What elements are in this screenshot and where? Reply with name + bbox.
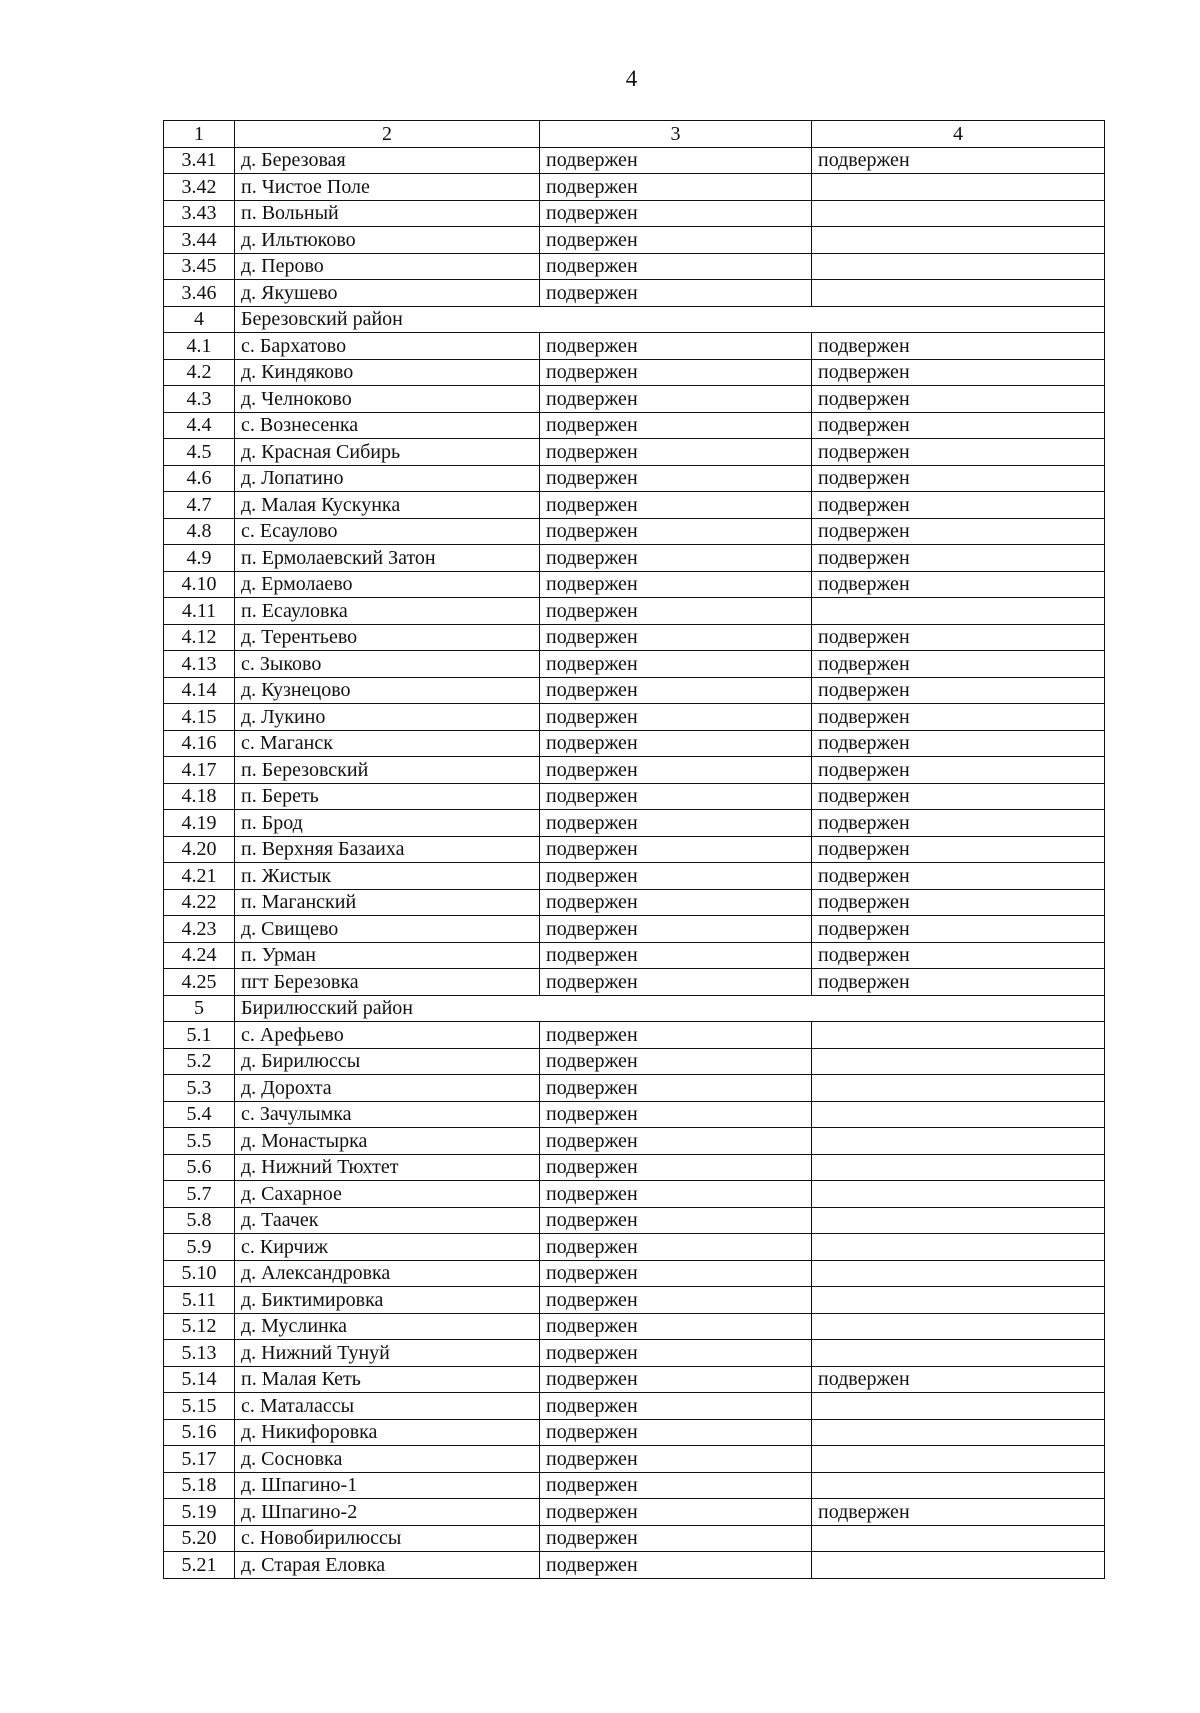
row-number-cell: 4.17	[164, 757, 235, 784]
table-row	[164, 1154, 1105, 1181]
column-3-cell: подвержен	[540, 1128, 812, 1155]
row-number-cell: 4.1	[164, 333, 235, 360]
settlement-name-cell: д. Киндяково	[235, 359, 540, 386]
settlement-name-cell: п. Чистое Поле	[235, 174, 540, 201]
row-number-cell: 4.19	[164, 810, 235, 837]
column-3-cell: подвержен	[540, 1234, 812, 1261]
table-row	[164, 1207, 1105, 1234]
row-number-cell: 5.7	[164, 1181, 235, 1208]
column-3-cell: подвержен	[540, 1313, 812, 1340]
row-number-cell: 5.9	[164, 1234, 235, 1261]
table-row	[164, 1393, 1105, 1420]
column-4-cell: подвержен	[812, 571, 1105, 598]
column-4-cell	[812, 1552, 1105, 1579]
column-4-cell	[812, 1472, 1105, 1499]
row-number-cell: 5.10	[164, 1260, 235, 1287]
column-3-cell: подвержен	[540, 942, 812, 969]
row-number-cell: 4.21	[164, 863, 235, 890]
settlement-name-cell: д. Старая Еловка	[235, 1552, 540, 1579]
row-number-cell: 5.19	[164, 1499, 235, 1526]
settlement-name-cell: д. Свищево	[235, 916, 540, 943]
settlement-name-cell: п. Маганский	[235, 889, 540, 916]
row-number-cell: 5.18	[164, 1472, 235, 1499]
settlements-table	[163, 120, 1105, 1579]
table-row	[164, 174, 1105, 201]
column-4-cell: подвержен	[812, 730, 1105, 757]
column-4-cell: подвержен	[812, 863, 1105, 890]
column-3-cell: подвержен	[540, 439, 812, 466]
table-row	[164, 492, 1105, 519]
row-number-cell: 3.46	[164, 280, 235, 307]
column-4-cell: подвержен	[812, 704, 1105, 731]
table-row	[164, 147, 1105, 174]
table-row	[164, 889, 1105, 916]
row-number-cell: 4.11	[164, 598, 235, 625]
row-number-cell: 5.15	[164, 1393, 235, 1420]
column-3-cell: подвержен	[540, 1393, 812, 1420]
table-header-row	[164, 121, 1105, 148]
table-row	[164, 916, 1105, 943]
column-4-cell	[812, 1154, 1105, 1181]
column-4-cell: подвержен	[812, 147, 1105, 174]
column-3-cell: подвержен	[540, 969, 812, 996]
row-number-cell: 4.20	[164, 836, 235, 863]
settlement-name-cell: п. Жистык	[235, 863, 540, 890]
column-3-cell: подвержен	[540, 253, 812, 280]
column-3-cell: подвержен	[540, 280, 812, 307]
column-4-cell: подвержен	[812, 465, 1105, 492]
column-4-cell: подвержен	[812, 677, 1105, 704]
settlement-name-cell: д. Лукино	[235, 704, 540, 731]
row-number-cell: 5.21	[164, 1552, 235, 1579]
row-number-cell: 4.13	[164, 651, 235, 678]
column-3-cell: подвержен	[540, 545, 812, 572]
column-3-cell: подвержен	[540, 757, 812, 784]
table-row	[164, 1499, 1105, 1526]
column-4-cell	[812, 1181, 1105, 1208]
column-3-cell: подвержен	[540, 1340, 812, 1367]
row-number-cell: 3.43	[164, 200, 235, 227]
table-row	[164, 969, 1105, 996]
column-4-cell	[812, 1393, 1105, 1420]
row-number-cell: 4.15	[164, 704, 235, 731]
settlement-name-cell: д. Сосновка	[235, 1446, 540, 1473]
settlement-name-cell: п. Вольный	[235, 200, 540, 227]
settlement-name-cell: д. Терентьево	[235, 624, 540, 651]
column-3-cell: подвержен	[540, 227, 812, 254]
column-4-cell	[812, 1234, 1105, 1261]
table-row	[164, 677, 1105, 704]
header-cell-2: 2	[235, 121, 540, 148]
column-3-cell: подвержен	[540, 1101, 812, 1128]
column-3-cell: подвержен	[540, 386, 812, 413]
table-row	[164, 280, 1105, 307]
row-number-cell: 5.4	[164, 1101, 235, 1128]
table-row	[164, 227, 1105, 254]
settlement-name-cell: с. Зыково	[235, 651, 540, 678]
settlement-name-cell: п. Ермолаевский Затон	[235, 545, 540, 572]
table-row	[164, 1075, 1105, 1102]
row-number-cell: 5.14	[164, 1366, 235, 1393]
settlement-name-cell: д. Якушево	[235, 280, 540, 307]
table-row	[164, 1472, 1105, 1499]
row-number-cell: 4.8	[164, 518, 235, 545]
row-number-cell: 4.25	[164, 969, 235, 996]
column-3-cell: подвержен	[540, 1552, 812, 1579]
settlement-name-cell: д. Никифоровка	[235, 1419, 540, 1446]
table-row	[164, 386, 1105, 413]
table-row	[164, 810, 1105, 837]
column-4-cell	[812, 227, 1105, 254]
row-number-cell: 3.44	[164, 227, 235, 254]
table-row	[164, 1313, 1105, 1340]
column-3-cell: подвержен	[540, 1499, 812, 1526]
row-number-cell: 4.18	[164, 783, 235, 810]
table-row	[164, 598, 1105, 625]
table-row	[164, 1048, 1105, 1075]
header-cell-3: 3	[540, 121, 812, 148]
table-row	[164, 651, 1105, 678]
row-number-cell: 4.4	[164, 412, 235, 439]
column-4-cell: подвержен	[812, 651, 1105, 678]
settlement-name-cell: д. Шпагино-2	[235, 1499, 540, 1526]
row-number-cell: 3.42	[164, 174, 235, 201]
row-number-cell: 4.12	[164, 624, 235, 651]
table-row	[164, 1419, 1105, 1446]
table-row	[164, 253, 1105, 280]
column-3-cell: подвержен	[540, 730, 812, 757]
column-3-cell: подвержен	[540, 624, 812, 651]
settlement-name-cell: с. Вознесенка	[235, 412, 540, 439]
table-row	[164, 1340, 1105, 1367]
settlement-name-cell: д. Биктимировка	[235, 1287, 540, 1314]
row-number-cell: 4.10	[164, 571, 235, 598]
settlement-name-cell: д. Дорохта	[235, 1075, 540, 1102]
row-number-cell: 3.41	[164, 147, 235, 174]
column-4-cell	[812, 1446, 1105, 1473]
column-4-cell	[812, 1287, 1105, 1314]
table-row	[164, 783, 1105, 810]
table-row	[164, 359, 1105, 386]
row-number-cell: 3.45	[164, 253, 235, 280]
row-number-cell: 4.23	[164, 916, 235, 943]
settlement-name-cell: пгт Березовка	[235, 969, 540, 996]
settlement-name-cell: д. Муслинка	[235, 1313, 540, 1340]
table-row	[164, 624, 1105, 651]
column-3-cell: подвержен	[540, 1446, 812, 1473]
settlement-name-cell: с. Есаулово	[235, 518, 540, 545]
table-row	[164, 439, 1105, 466]
page-number: 4	[625, 66, 638, 91]
column-3-cell: подвержен	[540, 651, 812, 678]
table-row	[164, 1128, 1105, 1155]
table-row	[164, 836, 1105, 863]
settlement-name-cell: д. Лопатино	[235, 465, 540, 492]
column-4-cell: подвержен	[812, 492, 1105, 519]
settlement-name-cell: д. Кузнецово	[235, 677, 540, 704]
table-row	[164, 333, 1105, 360]
column-4-cell	[812, 1260, 1105, 1287]
column-3-cell: подвержен	[540, 571, 812, 598]
column-4-cell: подвержен	[812, 942, 1105, 969]
column-4-cell	[812, 1340, 1105, 1367]
row-number-cell: 5.1	[164, 1022, 235, 1049]
column-3-cell: подвержен	[540, 492, 812, 519]
table-row	[164, 1525, 1105, 1552]
column-3-cell: подвержен	[540, 889, 812, 916]
column-4-cell: подвержен	[812, 545, 1105, 572]
row-number-cell: 5.8	[164, 1207, 235, 1234]
table-row	[164, 465, 1105, 492]
column-3-cell: подвержен	[540, 704, 812, 731]
column-4-cell	[812, 1101, 1105, 1128]
column-3-cell: подвержен	[540, 1022, 812, 1049]
row-number-cell: 5.2	[164, 1048, 235, 1075]
settlement-name-cell: д. Монастырка	[235, 1128, 540, 1155]
section-title-cell: Бирилюсский район	[235, 995, 1105, 1022]
settlement-name-cell: п. Есауловка	[235, 598, 540, 625]
table-row	[164, 757, 1105, 784]
column-3-cell: подвержен	[540, 147, 812, 174]
column-4-cell: подвержен	[812, 333, 1105, 360]
row-number-cell: 4.6	[164, 465, 235, 492]
column-4-cell	[812, 1022, 1105, 1049]
column-4-cell	[812, 1419, 1105, 1446]
settlement-name-cell: с. Арефьево	[235, 1022, 540, 1049]
column-4-cell: подвержен	[812, 783, 1105, 810]
table-row	[164, 200, 1105, 227]
column-3-cell: подвержен	[540, 1525, 812, 1552]
column-4-cell: подвержен	[812, 359, 1105, 386]
column-4-cell: подвержен	[812, 518, 1105, 545]
section-title-cell: Березовский район	[235, 306, 1105, 333]
settlement-name-cell: с. Маталассы	[235, 1393, 540, 1420]
row-number-cell: 4.2	[164, 359, 235, 386]
section-header-row	[164, 306, 1105, 333]
column-3-cell: подвержен	[540, 333, 812, 360]
column-3-cell: подвержен	[540, 598, 812, 625]
column-4-cell: подвержен	[812, 916, 1105, 943]
column-3-cell: подвержен	[540, 1075, 812, 1102]
settlement-name-cell: с. Зачулымка	[235, 1101, 540, 1128]
settlement-name-cell: д. Александровка	[235, 1260, 540, 1287]
settlement-name-cell: д. Челноково	[235, 386, 540, 413]
column-3-cell: подвержен	[540, 677, 812, 704]
row-number-cell: 5.20	[164, 1525, 235, 1552]
table-row	[164, 730, 1105, 757]
settlement-name-cell: д. Малая Кускунка	[235, 492, 540, 519]
row-number-cell: 5.6	[164, 1154, 235, 1181]
column-3-cell: подвержен	[540, 359, 812, 386]
table-row	[164, 863, 1105, 890]
column-4-cell	[812, 280, 1105, 307]
column-4-cell: подвержен	[812, 836, 1105, 863]
column-4-cell: подвержен	[812, 889, 1105, 916]
settlement-name-cell: д. Березовая	[235, 147, 540, 174]
settlement-name-cell: п. Береть	[235, 783, 540, 810]
settlement-name-cell: п. Верхняя Базаиха	[235, 836, 540, 863]
column-4-cell	[812, 1128, 1105, 1155]
row-number-cell: 4.3	[164, 386, 235, 413]
column-4-cell: подвержен	[812, 810, 1105, 837]
row-number-cell: 5.5	[164, 1128, 235, 1155]
column-3-cell: подвержен	[540, 1181, 812, 1208]
column-3-cell: подвержен	[540, 1207, 812, 1234]
column-4-cell: подвержен	[812, 386, 1105, 413]
column-4-cell	[812, 598, 1105, 625]
header-cell-4: 4	[812, 121, 1105, 148]
column-3-cell: подвержен	[540, 412, 812, 439]
table-row	[164, 1366, 1105, 1393]
settlement-name-cell: п. Урман	[235, 942, 540, 969]
column-4-cell	[812, 1525, 1105, 1552]
table-row	[164, 412, 1105, 439]
column-4-cell: подвержен	[812, 1499, 1105, 1526]
settlement-name-cell: д. Нижний Тюхтет	[235, 1154, 540, 1181]
row-number-cell: 4	[164, 306, 235, 333]
settlement-name-cell: с. Бархатово	[235, 333, 540, 360]
settlement-name-cell: д. Красная Сибирь	[235, 439, 540, 466]
table-row	[164, 1234, 1105, 1261]
column-4-cell: подвержен	[812, 969, 1105, 996]
row-number-cell: 5.12	[164, 1313, 235, 1340]
row-number-cell: 5.3	[164, 1075, 235, 1102]
settlement-name-cell: д. Сахарное	[235, 1181, 540, 1208]
column-4-cell: подвержен	[812, 624, 1105, 651]
column-3-cell: подвержен	[540, 200, 812, 227]
table-row	[164, 1022, 1105, 1049]
column-4-cell	[812, 1207, 1105, 1234]
settlement-name-cell: с. Новобирилюссы	[235, 1525, 540, 1552]
settlement-name-cell: с. Маганск	[235, 730, 540, 757]
column-3-cell: подвержен	[540, 916, 812, 943]
table-row	[164, 1260, 1105, 1287]
settlement-name-cell: д. Нижний Тунуй	[235, 1340, 540, 1367]
column-4-cell: подвержен	[812, 1366, 1105, 1393]
column-4-cell	[812, 174, 1105, 201]
column-3-cell: подвержен	[540, 783, 812, 810]
row-number-cell: 5.13	[164, 1340, 235, 1367]
column-4-cell: подвержен	[812, 439, 1105, 466]
column-4-cell	[812, 1075, 1105, 1102]
row-number-cell: 5.11	[164, 1287, 235, 1314]
column-3-cell: подвержен	[540, 1048, 812, 1075]
column-4-cell	[812, 1048, 1105, 1075]
settlement-name-cell: п. Березовский	[235, 757, 540, 784]
column-3-cell: подвержен	[540, 518, 812, 545]
column-3-cell: подвержен	[540, 1366, 812, 1393]
row-number-cell: 4.5	[164, 439, 235, 466]
column-3-cell: подвержен	[540, 1154, 812, 1181]
settlement-name-cell: д. Перово	[235, 253, 540, 280]
column-4-cell	[812, 253, 1105, 280]
header-cell-1: 1	[164, 121, 235, 148]
column-3-cell: подвержен	[540, 1287, 812, 1314]
table-row	[164, 1552, 1105, 1579]
settlement-name-cell: д. Ермолаево	[235, 571, 540, 598]
column-3-cell: подвержен	[540, 836, 812, 863]
table-row	[164, 518, 1105, 545]
column-3-cell: подвержен	[540, 1472, 812, 1499]
column-4-cell: подвержен	[812, 412, 1105, 439]
table-row	[164, 1181, 1105, 1208]
column-4-cell	[812, 200, 1105, 227]
settlement-name-cell: д. Шпагино-1	[235, 1472, 540, 1499]
row-number-cell: 4.24	[164, 942, 235, 969]
row-number-cell: 5.16	[164, 1419, 235, 1446]
table-row	[164, 1446, 1105, 1473]
column-3-cell: подвержен	[540, 1419, 812, 1446]
section-header-row	[164, 995, 1105, 1022]
column-4-cell: подвержен	[812, 757, 1105, 784]
column-3-cell: подвержен	[540, 1260, 812, 1287]
table-row	[164, 571, 1105, 598]
settlement-name-cell: п. Брод	[235, 810, 540, 837]
settlement-name-cell: д. Ильтюково	[235, 227, 540, 254]
table-body	[164, 121, 1105, 1579]
column-4-cell	[812, 1313, 1105, 1340]
column-3-cell: подвержен	[540, 174, 812, 201]
row-number-cell: 4.14	[164, 677, 235, 704]
settlement-name-cell: д. Таачек	[235, 1207, 540, 1234]
row-number-cell: 4.7	[164, 492, 235, 519]
column-3-cell: подвержен	[540, 810, 812, 837]
settlement-name-cell: с. Кирчиж	[235, 1234, 540, 1261]
settlement-name-cell: п. Малая Кеть	[235, 1366, 540, 1393]
row-number-cell: 4.9	[164, 545, 235, 572]
table-row	[164, 1101, 1105, 1128]
table-row	[164, 1287, 1105, 1314]
column-3-cell: подвержен	[540, 465, 812, 492]
table-row	[164, 942, 1105, 969]
row-number-cell: 4.22	[164, 889, 235, 916]
table-row	[164, 704, 1105, 731]
row-number-cell: 5.17	[164, 1446, 235, 1473]
table-row	[164, 545, 1105, 572]
row-number-cell: 4.16	[164, 730, 235, 757]
row-number-cell: 5	[164, 995, 235, 1022]
settlement-name-cell: д. Бирилюссы	[235, 1048, 540, 1075]
column-3-cell: подвержен	[540, 863, 812, 890]
